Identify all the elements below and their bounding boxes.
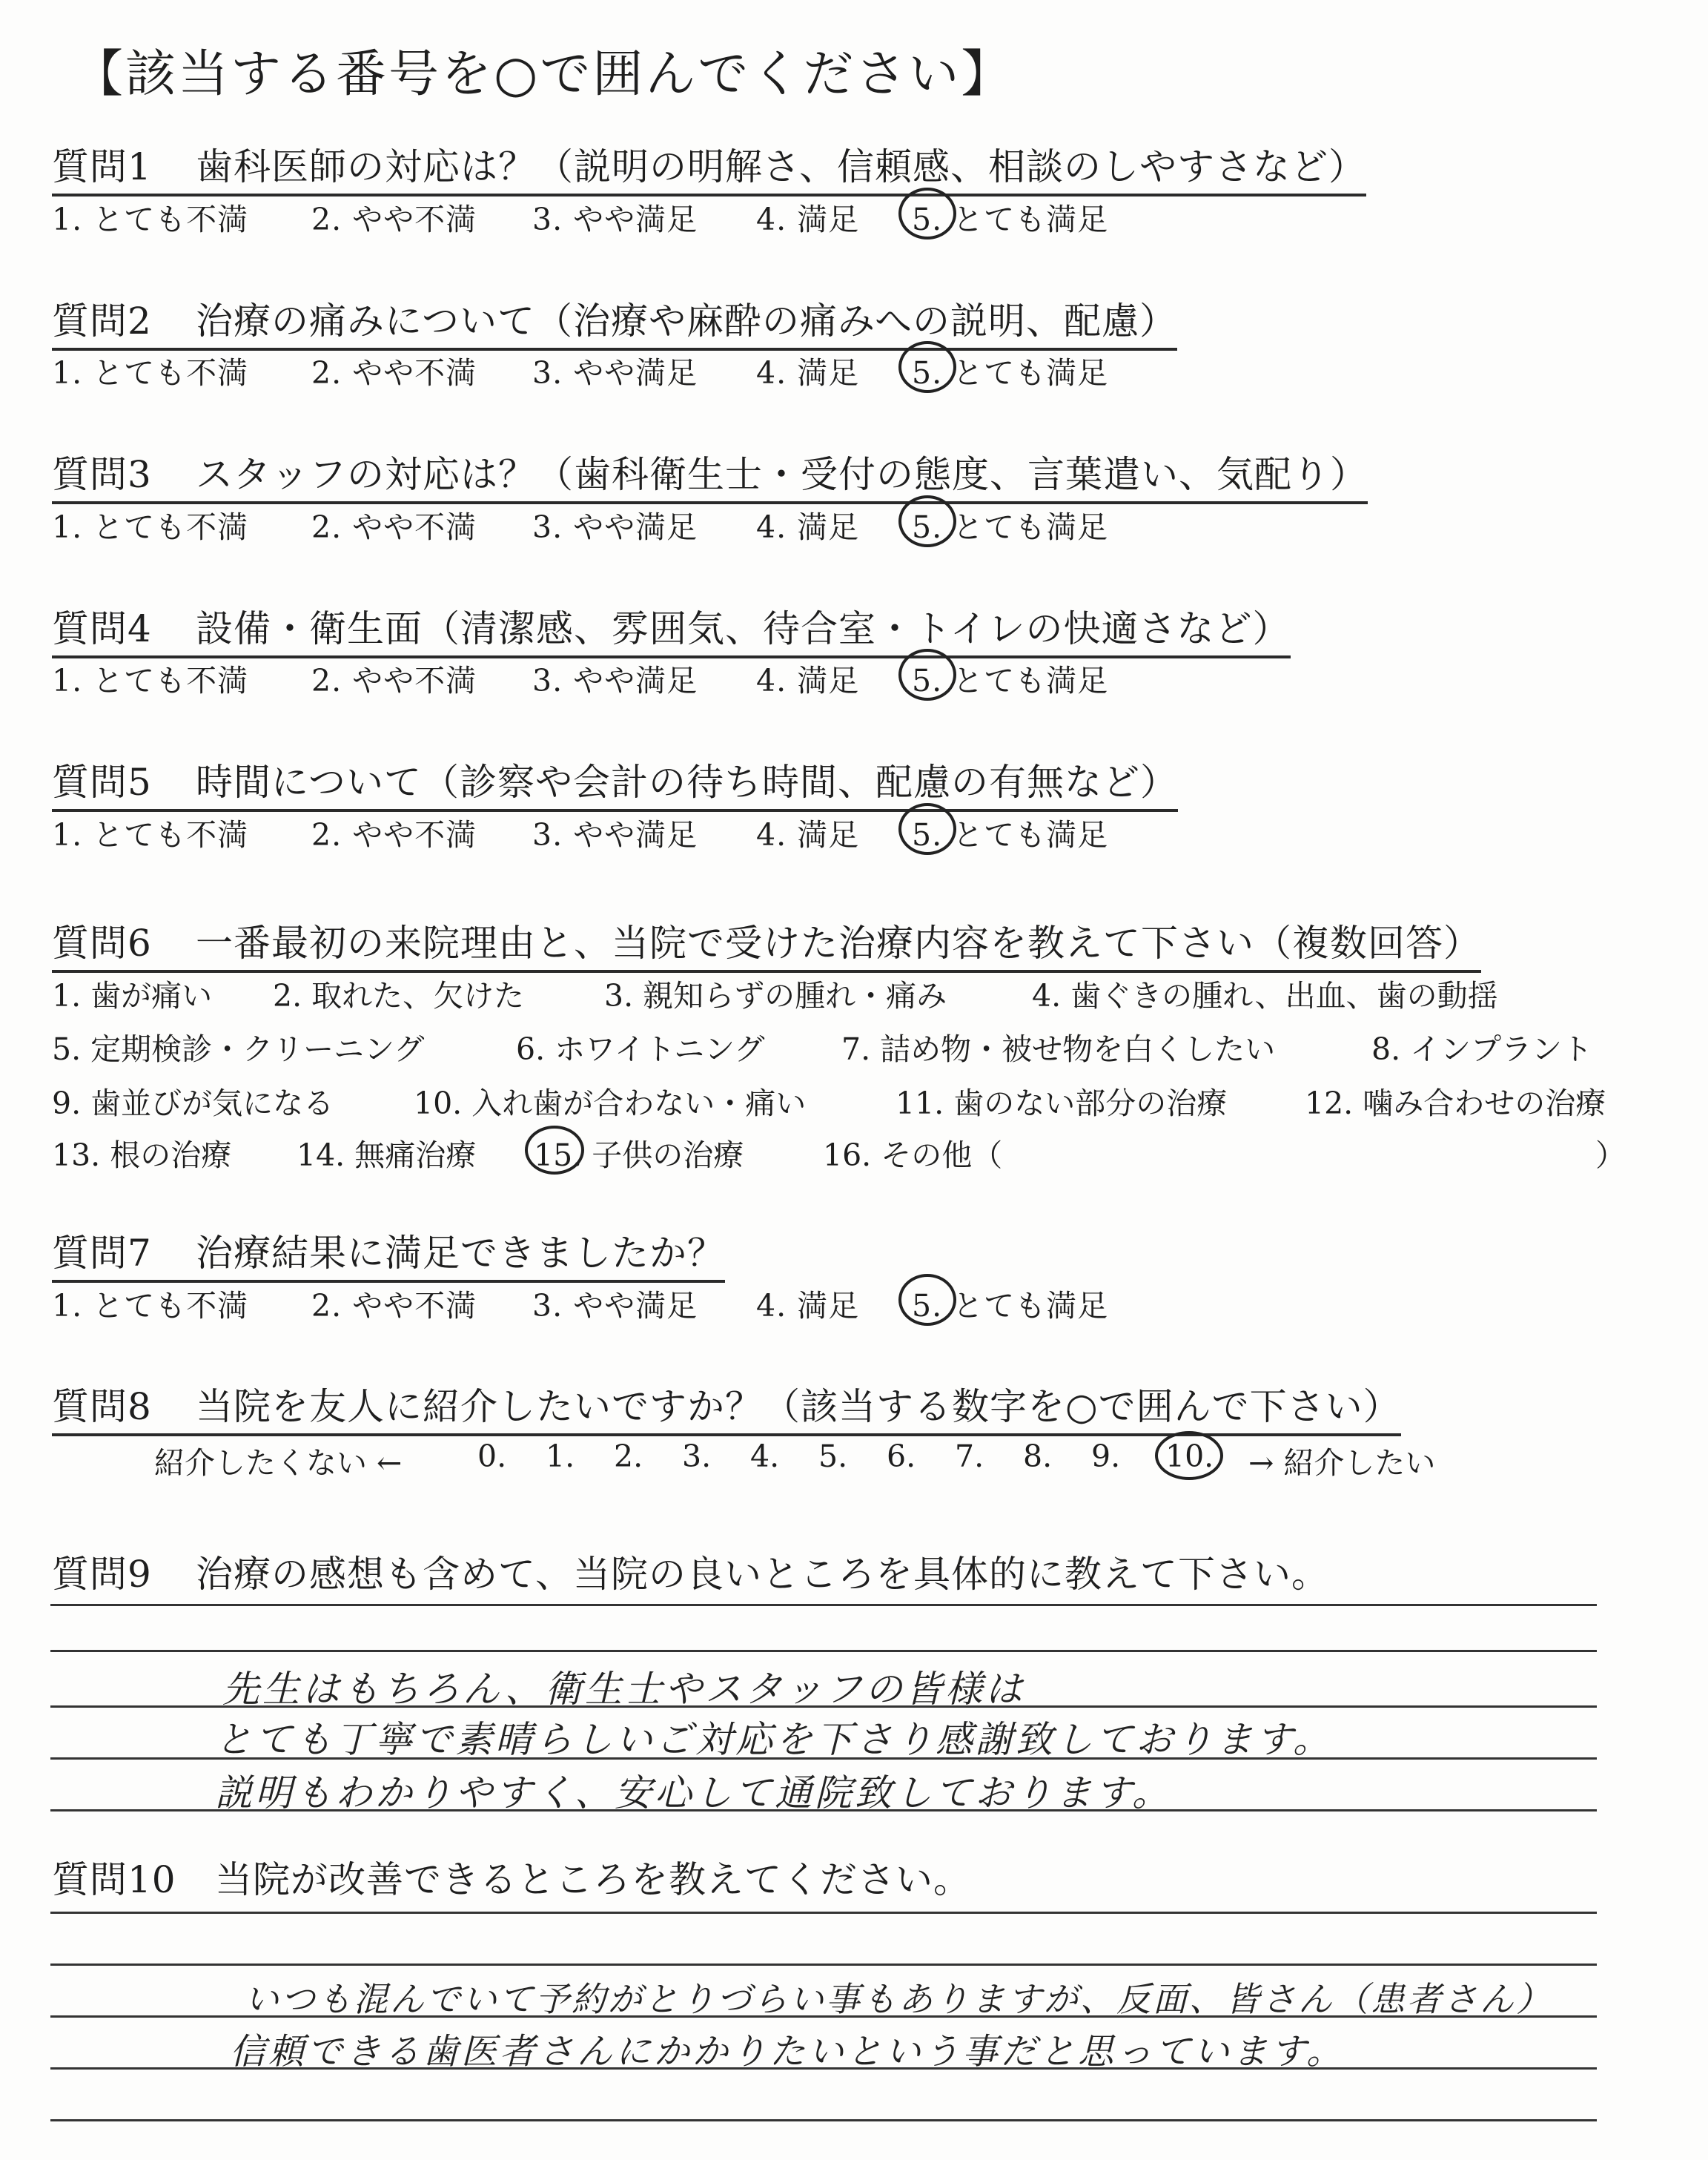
rating-option-2[interactable]: 2. やや不満: [311, 202, 477, 237]
option-8[interactable]: 8. インプラント: [1371, 1031, 1593, 1067]
question-1-title: [52, 137, 1366, 196]
option-14[interactable]: 14. 無痛治療: [297, 1137, 477, 1173]
handwritten-answer-line: いつも混んでいて予約がとりづらい事もありますが、反面、皆さん（患者さん）: [245, 1979, 1552, 2019]
question-text: 時間について（診察や会計の待ち時間、配慮の有無など）: [196, 761, 1178, 804]
rating-option-5[interactable]: 5. とても満足: [912, 355, 1109, 391]
scale-0[interactable]: 0.: [477, 1439, 507, 1474]
handwritten-answer-line: 先生はもちろん、衛生士やスタッフの皆様は: [222, 1668, 1025, 1711]
rating-option-4[interactable]: 4. 満足: [756, 817, 860, 853]
scale-1[interactable]: 1.: [546, 1439, 575, 1474]
scale-5[interactable]: 5.: [818, 1439, 848, 1474]
option-7[interactable]: 7. 詰め物・被せ物を白くしたい: [841, 1031, 1276, 1067]
rating-option-4[interactable]: 4. 満足: [756, 355, 860, 391]
rating-option-1[interactable]: 1. とても不満: [52, 355, 249, 391]
scale-9[interactable]: 9.: [1091, 1439, 1121, 1474]
question-6-title: [52, 914, 1481, 973]
handwritten-answer-line: 説明もわかりやすく、安心して通院致しております。: [215, 1771, 1172, 1814]
rating-option-3[interactable]: 3. やや満足: [532, 1288, 698, 1324]
page-title: 【該当する番号を○で囲んでください】: [73, 45, 1014, 104]
rating-option-3[interactable]: 3. やや満足: [532, 817, 698, 853]
rating-option-5[interactable]: 5. とても満足: [912, 817, 1109, 853]
rating-option-5[interactable]: 5. とても満足: [912, 202, 1109, 237]
question-number: 質問5: [52, 761, 152, 804]
option-4[interactable]: 4. 歯ぐきの腫れ、出血、歯の動揺: [1032, 978, 1498, 1014]
question-text: スタッフの対応は？（歯科衛生士・受付の態度、言葉遣い、気配り）: [196, 453, 1368, 496]
rating-option-4[interactable]: 4. 満足: [756, 1288, 860, 1324]
question-text: 一番最初の来院理由と、当院で受けた治療内容を教えて下さい（複数回答）: [196, 922, 1481, 965]
question-text: 治療の感想も含めて、当院の良いところを具体的に教えて下さい。: [196, 1553, 1329, 1596]
option-16[interactable]: 16. その他（: [823, 1137, 1003, 1173]
question-text: 治療結果に満足できましたか？: [196, 1232, 725, 1275]
option-11[interactable]: 11. 歯のない部分の治療: [896, 1086, 1228, 1121]
option-15[interactable]: 15. 子供の治療: [534, 1137, 744, 1173]
question-number: 質問7: [52, 1232, 152, 1275]
question-2-title: [52, 291, 1177, 351]
rating-option-4[interactable]: 4. 満足: [756, 202, 860, 237]
option-3[interactable]: 3. 親知らずの腫れ・痛み: [604, 978, 947, 1014]
option-13[interactable]: 13. 根の治療: [52, 1137, 232, 1173]
question-number: 質問8: [52, 1385, 152, 1428]
question-4-title: [52, 599, 1291, 658]
rating-option-1[interactable]: 1. とても不満: [52, 509, 249, 545]
question-number: 質問1: [52, 145, 152, 188]
question-8-title: [52, 1377, 1401, 1436]
question-number: 質問4: [52, 607, 152, 650]
scale-7[interactable]: 7.: [955, 1439, 984, 1474]
question-3-title: [52, 445, 1368, 504]
question-text: 当院が改善できるところを教えてください。: [215, 1858, 971, 1901]
rating-option-2[interactable]: 2. やや不満: [311, 663, 477, 698]
rating-option-2[interactable]: 2. やや不満: [311, 1288, 477, 1324]
option-1[interactable]: 1. 歯が痛い: [52, 978, 213, 1014]
rating-option-3[interactable]: 3. やや満足: [532, 202, 698, 237]
rating-option-5[interactable]: 5. とても満足: [912, 1288, 1109, 1324]
question-5-title: [52, 753, 1178, 812]
handwritten-answer-line: 信頼できる歯医者さんにかかりたいという事だと思っています。: [230, 2031, 1345, 2073]
option-5[interactable]: 5. 定期検診・クリーニング: [52, 1031, 425, 1067]
rating-option-4[interactable]: 4. 満足: [756, 509, 860, 545]
scale-right-label: → 紹介したい: [1248, 1445, 1436, 1481]
rating-option-2[interactable]: 2. やや不満: [311, 509, 477, 545]
option-10[interactable]: 10. 入れ歯が合わない・痛い: [414, 1086, 807, 1121]
question-9-title: [52, 1545, 1329, 1601]
question-number: 質問2: [52, 300, 152, 343]
scale-6[interactable]: 6.: [887, 1439, 916, 1474]
rating-option-5[interactable]: 5. とても満足: [912, 663, 1109, 698]
answer-line: [50, 1604, 1597, 1606]
answer-line: [50, 1650, 1597, 1652]
option-16-close: ）: [1595, 1137, 1626, 1173]
rating-option-4[interactable]: 4. 満足: [756, 663, 860, 698]
scale-8[interactable]: 8.: [1023, 1439, 1053, 1474]
answer-line: [50, 1964, 1597, 1966]
question-text: 歯科医師の対応は？（説明の明解さ、信頼感、相談のしやすさなど）: [196, 145, 1366, 188]
question-10-title: [52, 1850, 971, 1906]
option-6[interactable]: 6. ホワイトニング: [516, 1031, 765, 1067]
answer-line: [50, 1912, 1597, 1914]
question-number: 質問10: [52, 1858, 176, 1901]
rating-option-3[interactable]: 3. やや満足: [532, 663, 698, 698]
option-2[interactable]: 2. 取れた、欠けた: [273, 978, 525, 1014]
answer-line: [50, 2119, 1597, 2121]
rating-option-3[interactable]: 3. やや満足: [532, 355, 698, 391]
option-12[interactable]: 12. 噛み合わせの治療: [1305, 1086, 1606, 1121]
rating-option-5[interactable]: 5. とても満足: [912, 509, 1109, 545]
question-7-title: [52, 1223, 725, 1283]
question-number: 質問6: [52, 922, 152, 965]
scale-4[interactable]: 4.: [750, 1439, 780, 1474]
rating-option-1[interactable]: 1. とても不満: [52, 817, 249, 853]
question-number: 質問9: [52, 1553, 152, 1596]
option-9[interactable]: 9. 歯並びが気になる: [52, 1086, 334, 1121]
scale-3[interactable]: 3.: [682, 1439, 712, 1474]
rating-option-1[interactable]: 1. とても不満: [52, 1288, 249, 1324]
scale-left-label: 紹介したくない ←: [154, 1445, 403, 1481]
scale-2[interactable]: 2.: [614, 1439, 643, 1474]
rating-option-3[interactable]: 3. やや満足: [532, 509, 698, 545]
rating-option-1[interactable]: 1. とても不満: [52, 663, 249, 698]
rating-option-2[interactable]: 2. やや不満: [311, 355, 477, 391]
rating-option-1[interactable]: 1. とても不満: [52, 202, 249, 237]
scale-10[interactable]: 10.: [1165, 1439, 1214, 1474]
question-number: 質問3: [52, 453, 152, 496]
question-text: 治療の痛みについて（治療や麻酔の痛みへの説明、配慮）: [196, 300, 1177, 343]
handwritten-answer-line: とても丁寧で素晴らしいご対応を下さり感謝致しております。: [215, 1718, 1333, 1761]
rating-option-2[interactable]: 2. やや不満: [311, 817, 477, 853]
question-text: 当院を友人に紹介したいですか？（該当する数字を○で囲んで下さい）: [196, 1385, 1401, 1428]
question-text: 設備・衛生面（清潔感、雰囲気、待合室・トイレの快適さなど）: [196, 607, 1291, 650]
